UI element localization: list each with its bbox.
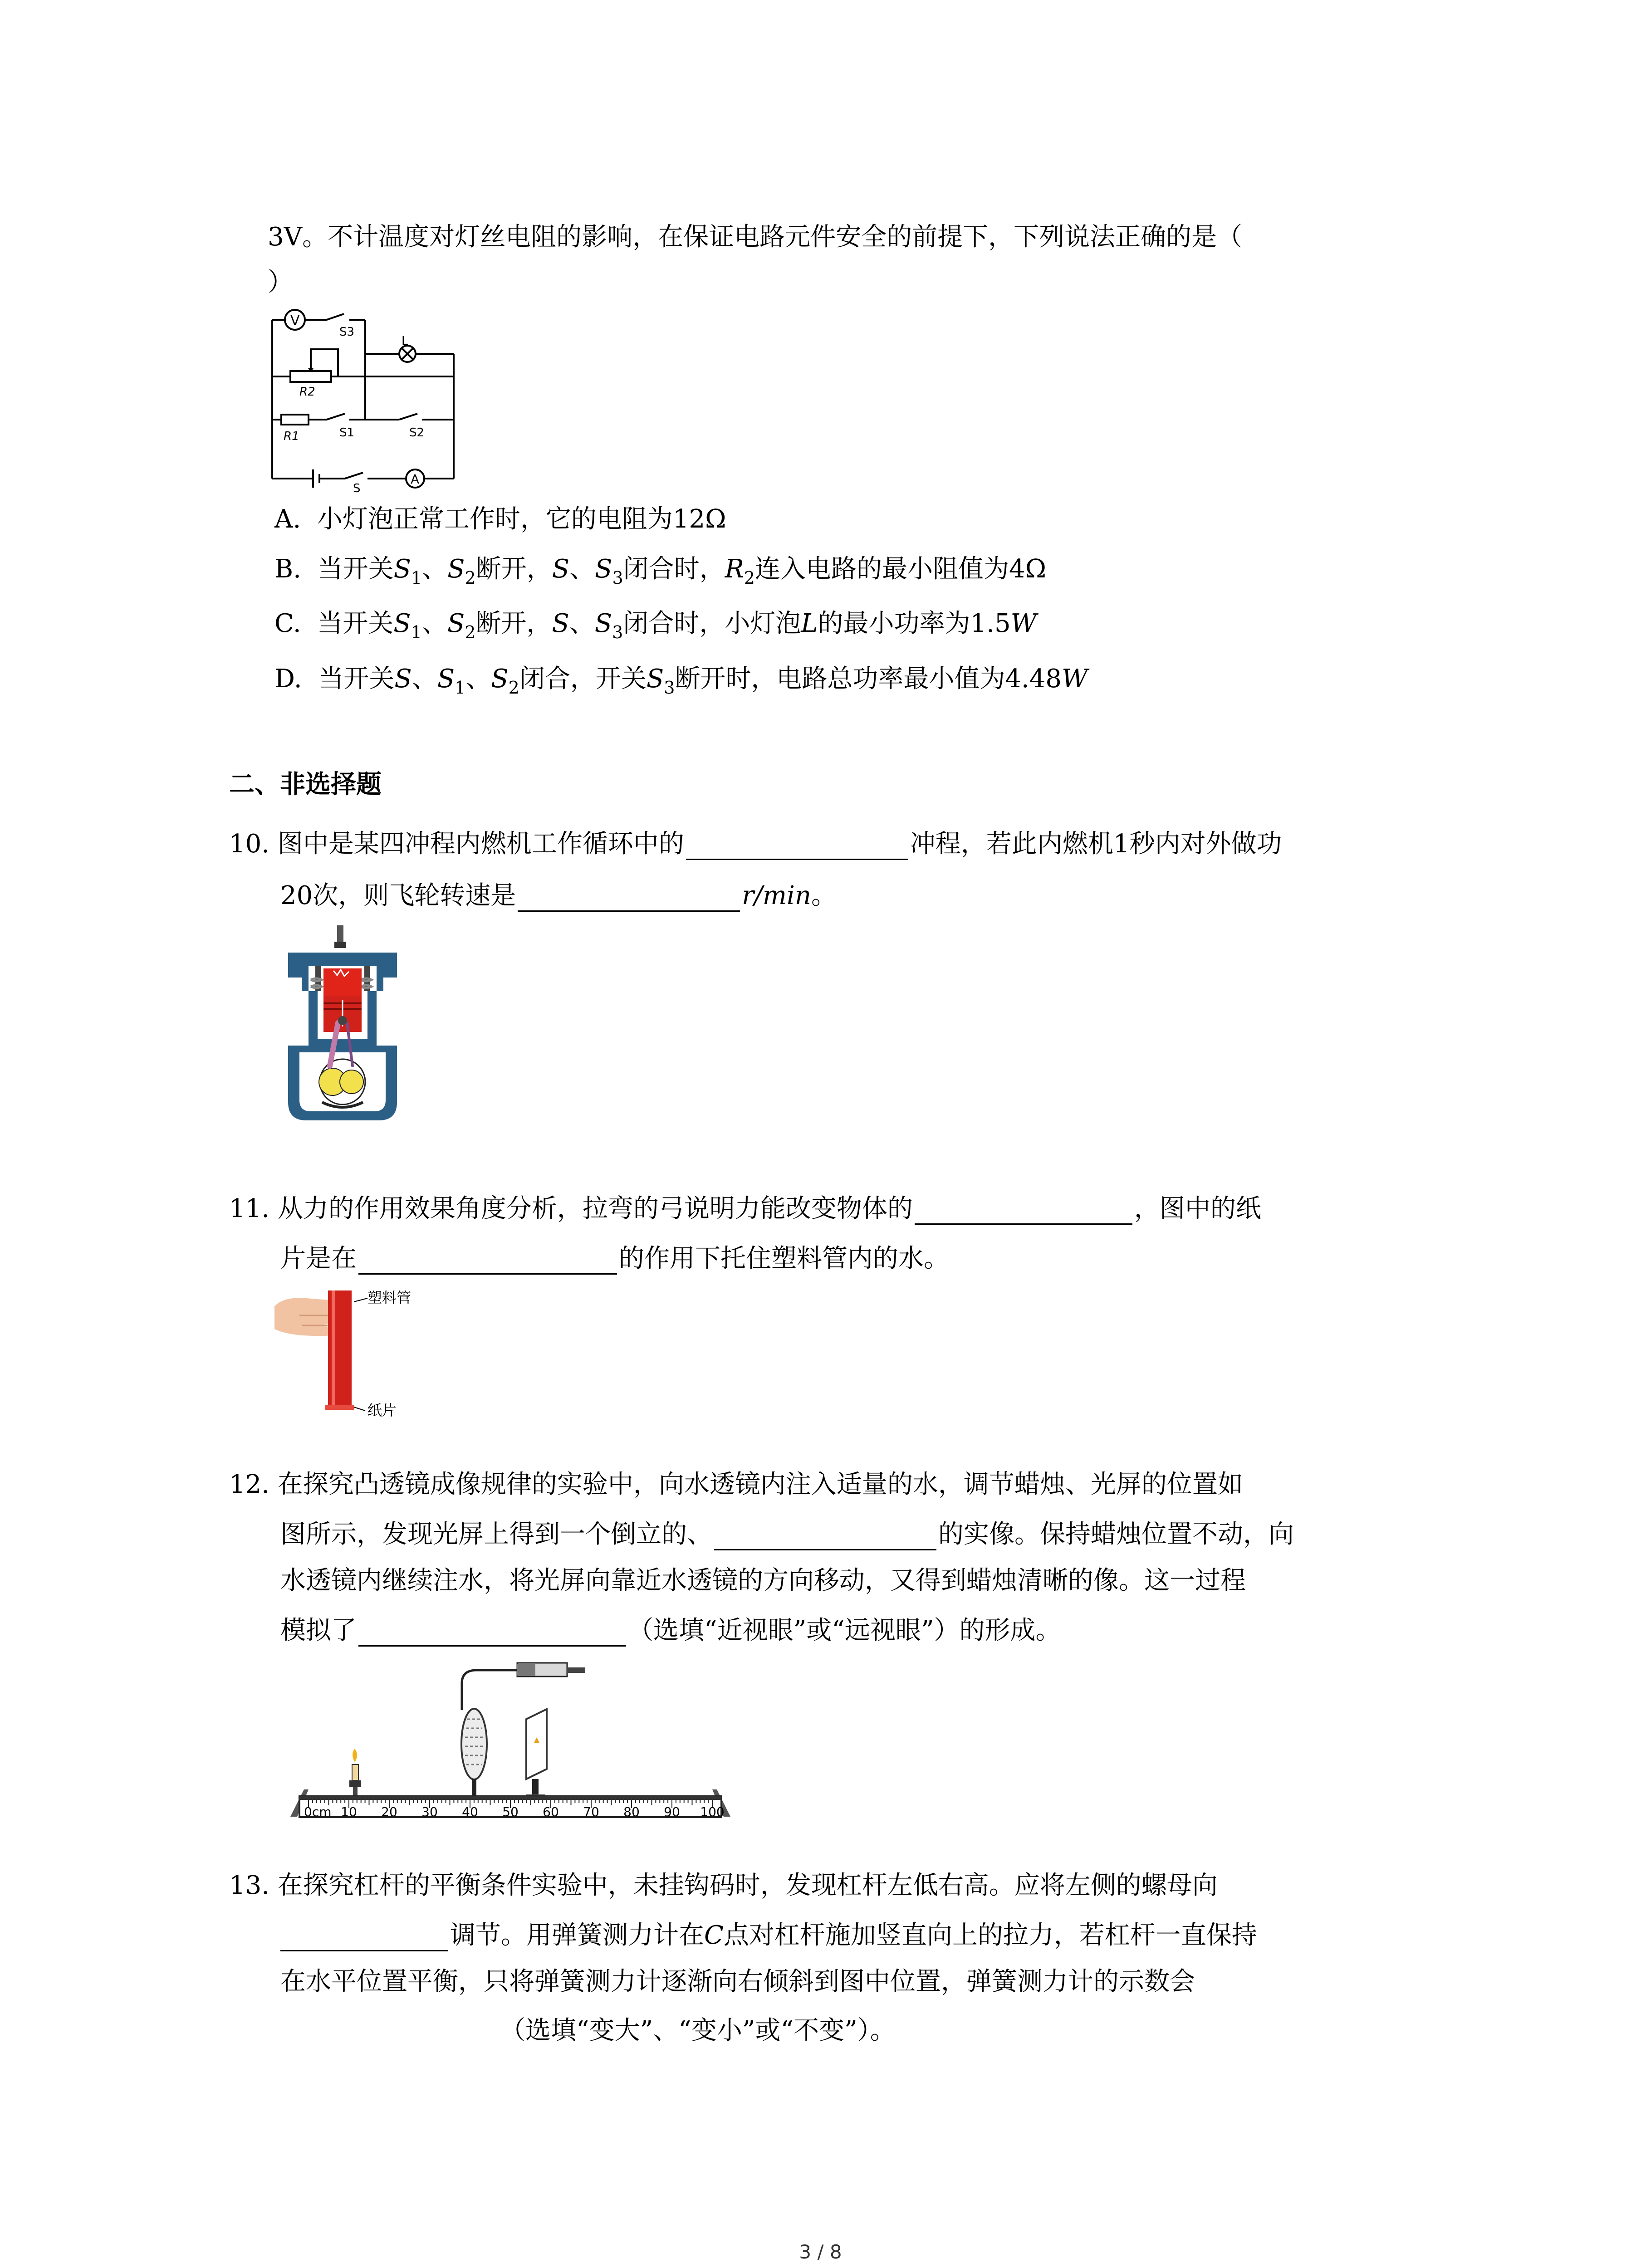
separator: 、 <box>411 664 437 694</box>
page-number: 3 / 8 <box>799 2241 842 2263</box>
tube-label: 塑料管 <box>367 1289 411 1306</box>
q12-line4 <box>280 1615 1061 1647</box>
s1-label: S1 <box>339 426 355 440</box>
point-c: C <box>704 1921 724 1950</box>
ruler-tick-label: 30 <box>421 1804 438 1819</box>
answer-blank[interactable] <box>358 1622 626 1647</box>
var-s: S <box>447 554 465 584</box>
ruler-tick-label: 50 <box>502 1804 519 1819</box>
r1-label: R1 <box>284 430 299 443</box>
subscript: 1 <box>411 622 422 642</box>
question-text: 图中是某四冲程内燃机工作循环中的 <box>277 829 684 859</box>
s3-label: S3 <box>339 325 355 339</box>
question-text: 的作用下托住塑料管内的水。 <box>619 1244 949 1273</box>
question-text: ，图中的纸 <box>1134 1194 1261 1223</box>
question-text: 冲程，若此内燃机1秒内对外做功 <box>910 829 1282 859</box>
plastic-tube-figure <box>274 1288 424 1420</box>
q12-line3: 水透镜内继续注水，将光屏向靠近水透镜的方向移动，又得到蜡烛清晰的像。这一过程 <box>280 1566 1246 1595</box>
question-text: 从力的作用效果角度分析，拉弯的弓说明力能改变物体的 <box>277 1194 913 1223</box>
question-text: （选填“近视眼”或“远视眼”）的形成。 <box>628 1616 1061 1645</box>
option-text: 连入电路的最小阻值为4Ω <box>754 554 1047 584</box>
engine-diagram <box>279 925 406 1125</box>
option-text: 当开关 <box>317 554 394 584</box>
subscript: 3 <box>612 622 623 642</box>
optical-bench-figure <box>281 1660 753 1823</box>
subscript: 2 <box>465 568 476 588</box>
s-label: S <box>353 482 361 494</box>
subscript: 2 <box>744 568 755 588</box>
var-s: S <box>595 554 612 584</box>
q13-line1 <box>229 1870 1218 1901</box>
answer-blank[interactable] <box>358 1250 617 1275</box>
unit-w: W <box>1062 664 1088 694</box>
option-text: 当开关 <box>317 609 394 638</box>
subscript: 1 <box>455 678 466 698</box>
ruler-tick-label: 90 <box>664 1804 680 1819</box>
option-text: 的最小功率为1.5 <box>818 609 1011 638</box>
question-number: 11. <box>229 1194 270 1223</box>
option-text: 闭合时，小灯泡 <box>623 609 801 638</box>
var-s: S <box>552 609 569 638</box>
var-r: R <box>725 554 744 584</box>
var-s: S <box>594 609 612 638</box>
q12-line2 <box>280 1519 1294 1550</box>
question-text: 。 <box>811 881 837 910</box>
separator: 、 <box>465 664 491 694</box>
q11-line1 <box>229 1193 1261 1225</box>
question-text: 点对杠杆施加竖直向上的拉力，若杠杆一直保持 <box>723 1921 1257 1950</box>
q9-stem-line2: ） <box>268 268 293 297</box>
subscript: 2 <box>508 678 519 698</box>
s2-label: S2 <box>409 426 425 440</box>
ruler-tick-label: 70 <box>583 1804 599 1819</box>
question-text: 片是在 <box>280 1244 357 1273</box>
option-text: 当开关 <box>318 664 395 694</box>
option-text: 闭合时， <box>623 554 725 584</box>
q13-line2 <box>280 1920 1257 1951</box>
var-s: S <box>394 664 412 694</box>
var-s: S <box>393 609 411 638</box>
option-text: 断开， <box>475 609 552 638</box>
option-text: 闭合，开关 <box>519 664 647 694</box>
ammeter-label: A <box>411 472 420 487</box>
option-text: 断开， <box>475 554 552 584</box>
answer-blank[interactable] <box>518 887 740 912</box>
unit-rpm: r/min <box>742 881 811 910</box>
lamp-label: L <box>402 334 408 348</box>
subscript: 2 <box>465 622 476 642</box>
question-number: 13. <box>229 1871 270 1900</box>
ruler-tick-label: 100 <box>700 1804 725 1819</box>
var-s: S <box>393 554 411 584</box>
option-text: 小灯泡正常工作时，它的电阻为12Ω <box>317 504 726 534</box>
option-letter: D. <box>274 664 302 694</box>
separator: 、 <box>569 554 595 584</box>
answer-blank[interactable] <box>280 1926 448 1951</box>
subscript: 3 <box>664 678 675 698</box>
answer-blank[interactable] <box>915 1200 1132 1225</box>
question-text: （选填“变大”、“变小”或“不变”）。 <box>500 2016 896 2045</box>
ruler-tick-label: 60 <box>543 1804 559 1819</box>
q12-line1 <box>229 1469 1243 1501</box>
voltmeter-label: V <box>290 313 300 329</box>
option-letter: B. <box>274 554 301 584</box>
question-text: 的实像。保持蜡烛位置不动，向 <box>938 1520 1294 1549</box>
question-number: 10. <box>229 829 270 859</box>
circuit-diagram <box>263 308 472 494</box>
question-number: 12. <box>229 1470 270 1499</box>
separator: 、 <box>569 609 595 638</box>
subscript: 1 <box>411 568 422 588</box>
ruler-tick-label: 40 <box>462 1804 478 1819</box>
q13-line4 <box>280 2015 896 2047</box>
var-s: S <box>437 664 455 694</box>
question-text: 图所示，发现光屏上得到一个倒立的、 <box>280 1520 712 1549</box>
q10-line1 <box>229 828 1282 860</box>
question-text: 调节。用弹簧测力计在 <box>450 1921 704 1950</box>
ruler-tick-label: 10 <box>341 1804 357 1819</box>
paper-label: 纸片 <box>367 1402 397 1419</box>
var-l: L <box>801 609 818 638</box>
ruler-tick-label: 80 <box>623 1804 640 1819</box>
ruler-tick-label: 0cm <box>304 1804 332 1819</box>
q10-line2 <box>280 880 837 912</box>
separator: 、 <box>422 554 448 584</box>
ruler-tick-label: 20 <box>381 1804 397 1819</box>
question-text: 模拟了 <box>280 1616 357 1645</box>
var-s: S <box>646 664 664 694</box>
q11-line2 <box>280 1243 949 1275</box>
q13-line3: 在水平位置平衡，只将弹簧测力计逐渐向右倾斜到图中位置，弹簧测力计的示数会 <box>280 1967 1195 1996</box>
option-text: 断开时，电路总功率最小值为4.48 <box>675 664 1062 694</box>
q9-option-d <box>274 663 1088 697</box>
var-s: S <box>552 554 570 584</box>
q9-option-c <box>274 608 1037 642</box>
question-text: 在探究凸透镜成像规律的实验中，向水透镜内注入适量的水，调节蜡烛、光屏的位置如 <box>277 1470 1243 1499</box>
separator: 、 <box>421 609 447 638</box>
var-s: S <box>491 664 509 694</box>
var-s: S <box>447 609 465 638</box>
q9-stem-line1: 3V。不计温度对灯丝电阻的影响，在保证电路元件安全的前提下，下列说法正确的是（ <box>268 222 1243 252</box>
unit-w: W <box>1010 609 1037 638</box>
answer-blank[interactable] <box>280 2022 498 2047</box>
answer-blank[interactable] <box>714 1525 936 1550</box>
subscript: 3 <box>612 568 623 588</box>
section-heading: 二、非选择题 <box>229 770 382 799</box>
q9-option-a <box>274 503 726 535</box>
option-letter: A. <box>274 504 301 534</box>
r2-label: R2 <box>299 385 315 399</box>
question-text: 20次，则飞轮转速是 <box>280 881 516 910</box>
question-text: 在探究杠杆的平衡条件实验中，未挂钩码时，发现杠杆左低右高。应将左侧的螺母向 <box>277 1871 1218 1900</box>
option-letter: C. <box>274 609 301 638</box>
answer-blank[interactable] <box>686 835 908 860</box>
q9-option-b <box>274 553 1046 587</box>
